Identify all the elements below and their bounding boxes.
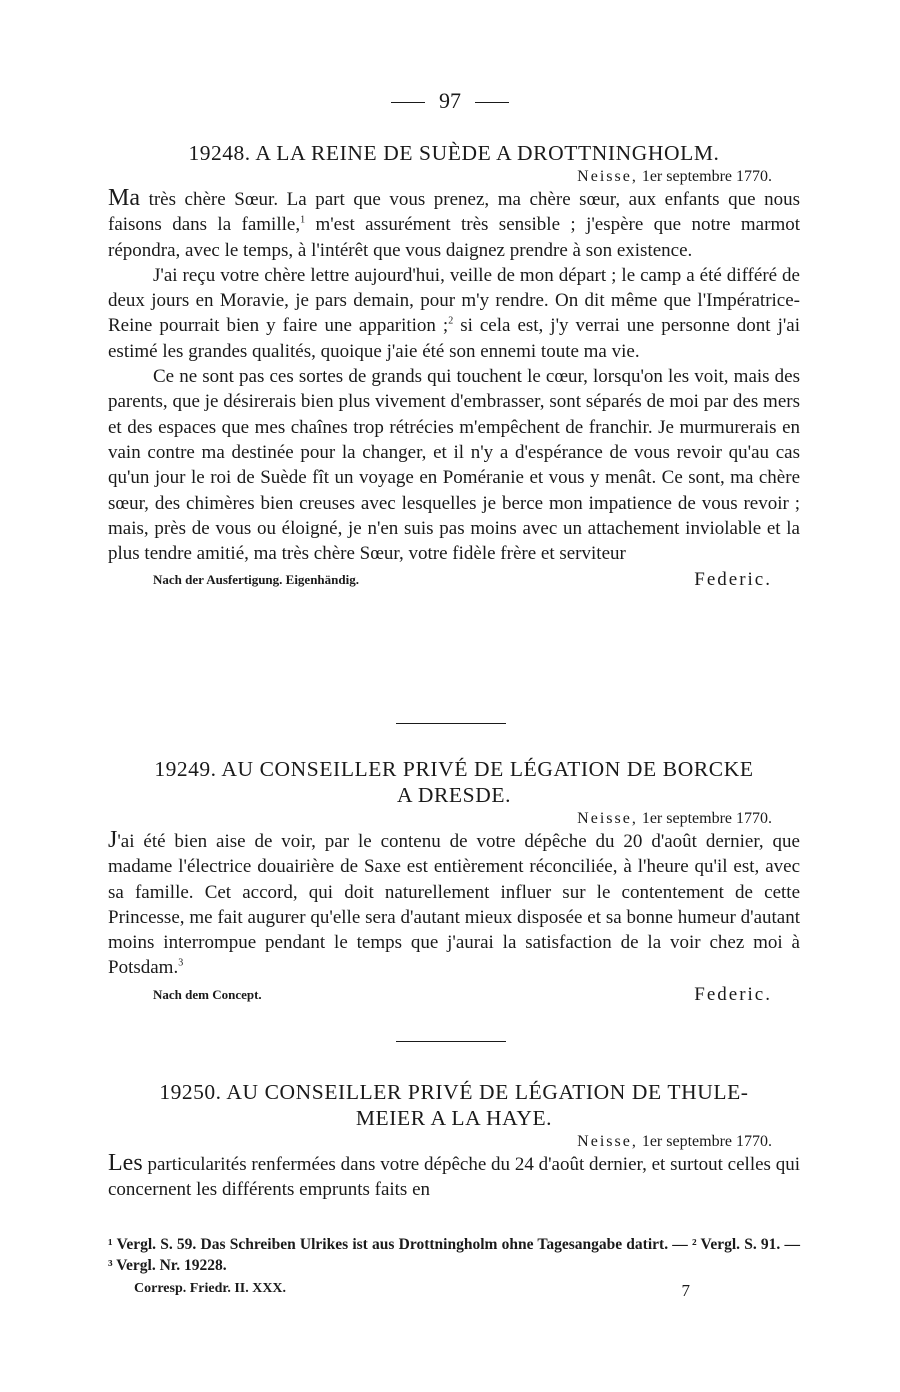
paragraph: Les particularités renfermées dans votre dépêche du 24 d'août dernier, et surtout celles qui concernent les différents emprunts faits en bbox=[108, 1150, 800, 1201]
dateline: Neisse, 1er septembre 1770. bbox=[577, 810, 772, 827]
signature: Federic. bbox=[694, 983, 772, 1005]
separator-rule bbox=[396, 1041, 506, 1042]
footer-signature-mark: Corresp. Friedr. II. XXX. bbox=[134, 1281, 287, 1296]
source-line bbox=[108, 981, 800, 1009]
dateline: Neisse, 1er septembre 1770. bbox=[577, 168, 772, 185]
letter-title: 19250. AU CONSEILLER PRIVÉ DE LÉGATION DE THULE- MEIER A LA HAYE. bbox=[159, 1080, 749, 1130]
footnotes: ¹ Vergl. S. 59. Das Schreiben Ulrikes ist aus Drottningholm ohne Tagesangabe datirt. — ² Vergl. S. 91. — ³ Vergl. Nr. 19228. bbox=[108, 1236, 800, 1274]
letter-19248 bbox=[108, 140, 800, 594]
letter-19250 bbox=[108, 1079, 800, 1203]
separator-rule bbox=[396, 723, 506, 724]
source-note: Nach der Ausfertigung. Eigenhändig. bbox=[153, 572, 359, 588]
footer-sheet-number: 7 bbox=[681, 1281, 690, 1300]
letter-title: 19248. A LA REINE DE SUÈDE A DROTTNINGHOLM. bbox=[188, 141, 720, 165]
page-footer bbox=[134, 1281, 690, 1301]
source-note: Nach dem Concept. bbox=[153, 986, 262, 1002]
letter-body bbox=[108, 1151, 800, 1203]
signature: Federic. bbox=[694, 569, 772, 591]
source-line bbox=[108, 566, 800, 594]
paragraph: Ce ne sont pas ces sortes de grands qui touchent le cœur, lorsqu'on les voit, mais des parents, que je désirerais bien plus vivement d'embrasser, sont séparés de moi par des mers et des espaces que mes chaînes trop rétrécies m'empêchent de franchir. Je murmurerais en vain contre ma destinée pour la changer, et il n'y a d'espérance de vous revoir qu'au cas qu'un jour le roi de Suède fît un voyage en Poméranie et vous y menât. Ce sont, ma chère sœur, des chimères bien creuses avec lesquelles je berce mon impatience de vous revoir ; mais, près de vous ou éloigné, je n'en suis pas moins avec un attachement inviolable et la plus tendre amitié, ma très chère Sœur, votre fidèle frère et serviteur bbox=[108, 366, 800, 565]
letter-body bbox=[108, 828, 800, 981]
paragraph: Ma très chère Sœur. La part que vous prenez, ma chère sœur, aux enfants que nous faisons dans la famille,$^1$ m'est assurément très sensible ; j'espère que notre marmot répondra, avec le temps, à l'intérêt que vous daignez prendre à son existence. bbox=[108, 185, 800, 261]
page-number: 97 bbox=[0, 88, 900, 114]
dateline: Neisse, 1er septembre 1770. bbox=[577, 1133, 772, 1150]
letter-title: 19249. AU CONSEILLER PRIVÉ DE LÉGATION DE BORCKE A DRESDE. bbox=[154, 757, 754, 807]
paragraph: J'ai reçu votre chère lettre aujourd'hui, veille de mon départ ; le camp a été différé de deux jours en Moravie, je pars demain, pour m'y rendre. On dit même que l'Impératrice-Reine pourrait bien y faire une apparition ;$^2$ si cela est, j'y verrai une personne dont j'ai estimé les grandes qualités, quoique j'aie été son ennemi toute ma vie. bbox=[108, 264, 800, 362]
letter-body bbox=[108, 186, 800, 566]
paragraph: J'ai été bien aise de voir, par le contenu de votre dépêche du 20 d'août dernier, que madame l'électrice douairière de Saxe est entièrement réconciliée, à l'heure qu'il est, avec sa famille. Cet accord, qui doit naturellement influer sur le contentement de cette Princesse, me fait augurer qu'elle sera d'autant mieux disposée et sa bonne humeur d'autant moins interrompue pendant le temps que j'aurai la satisfaction de la voir chez moi à Potsdam.$^3$ bbox=[108, 827, 800, 979]
letter-19249 bbox=[108, 756, 800, 1009]
